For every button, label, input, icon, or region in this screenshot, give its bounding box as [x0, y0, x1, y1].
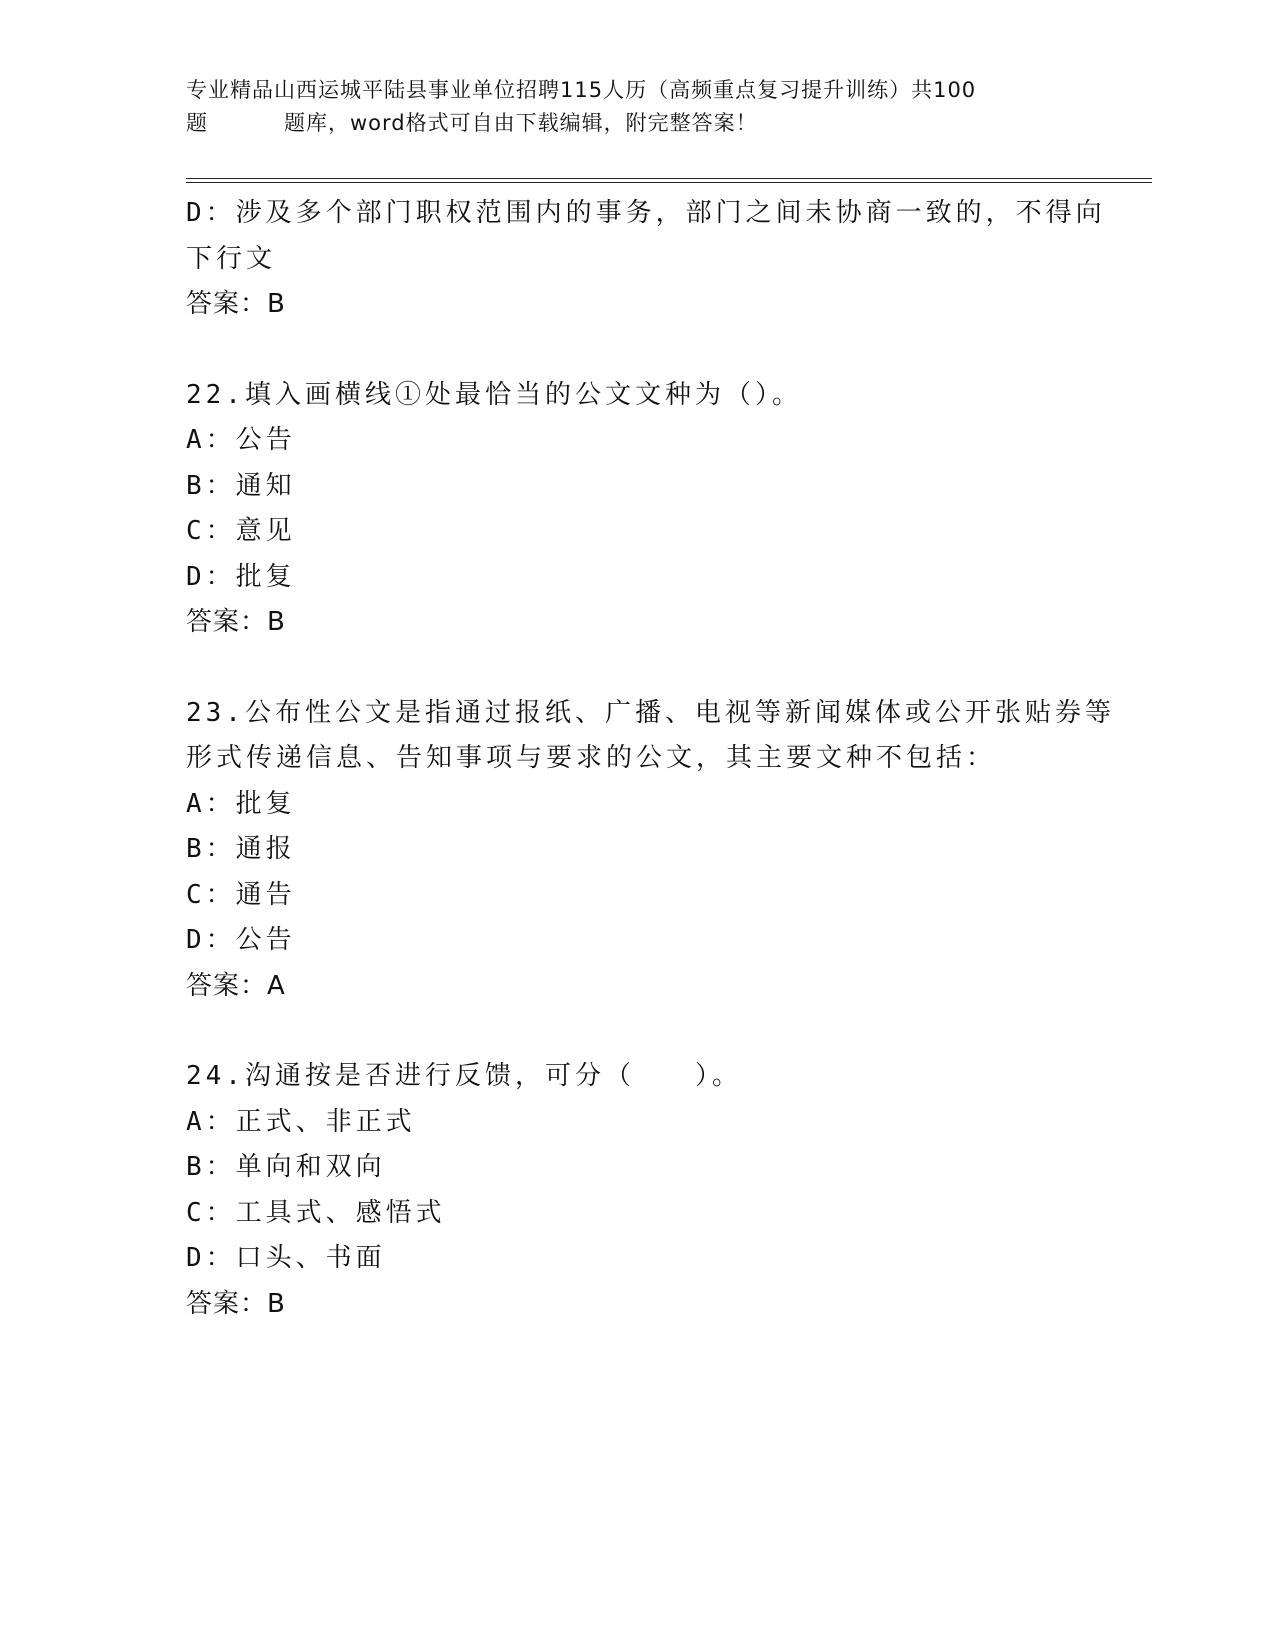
q23-option-a: A：批复 — [186, 788, 296, 819]
header-title-line2-head: 题 — [186, 111, 208, 135]
q22-option-b: B：通知 — [186, 470, 296, 501]
q23-stem-line2: 形式传递信息、告知事项与要求的公文，其主要文种不包括： — [186, 743, 997, 773]
q24-option-a: A：正式、非正式 — [186, 1106, 416, 1137]
question-21-tail — [186, 191, 1106, 328]
q24-stem: 24.沟通按是否进行反馈，可分（ ）。 — [186, 1061, 742, 1091]
q24-option-d: D：口头、书面 — [186, 1243, 386, 1273]
header-divider-top — [186, 178, 1152, 179]
spacer — [186, 646, 1086, 691]
q21-option-d-line2: 下行文 — [186, 243, 277, 274]
header-title-line2-tail: 题库，word格式可自由下载编辑，附完整答案！ — [284, 111, 758, 135]
header-divider-bottom — [186, 182, 1152, 183]
q22-answer: 答案：B — [186, 607, 286, 637]
q24-answer: 答案：B — [186, 1288, 286, 1319]
spacer — [186, 328, 1086, 373]
question-22 — [186, 373, 1086, 646]
q23-answer: 答案：A — [186, 970, 286, 1001]
q22-option-c: C：意见 — [186, 516, 296, 546]
header-title-line2 — [186, 107, 1086, 140]
q24-option-b: B：单向和双向 — [186, 1152, 386, 1182]
q21-option-d-line1: D：涉及多个部门职权范围内的事务，部门之间未协商一致的，不得向 — [186, 198, 1106, 228]
q22-option-d: D：批复 — [186, 561, 296, 592]
q22-option-a: A：公告 — [186, 425, 296, 455]
question-23 — [186, 691, 1115, 1010]
question-24 — [186, 1054, 1086, 1327]
q23-option-d: D：公告 — [186, 925, 296, 955]
spacer — [186, 1009, 1086, 1054]
page-header — [186, 74, 1086, 140]
q23-stem-line1: 23.公布性公文是指通过报纸、广播、电视等新闻媒体或公开张贴券等 — [186, 697, 1115, 728]
q22-stem: 22.填入画横线①处最恰当的公文文种为（）。 — [186, 379, 802, 410]
header-title-line1: 专业精品山西运城平陆县事业单位招聘115人历（高频重点复习提升训练）共100 — [186, 78, 977, 102]
q21-answer: 答案：B — [186, 289, 286, 319]
q23-option-c: C：通告 — [186, 879, 296, 910]
q24-option-c: C：工具式、感悟式 — [186, 1197, 446, 1228]
question-list — [186, 191, 1115, 1327]
q23-option-b: B：通报 — [186, 834, 296, 864]
